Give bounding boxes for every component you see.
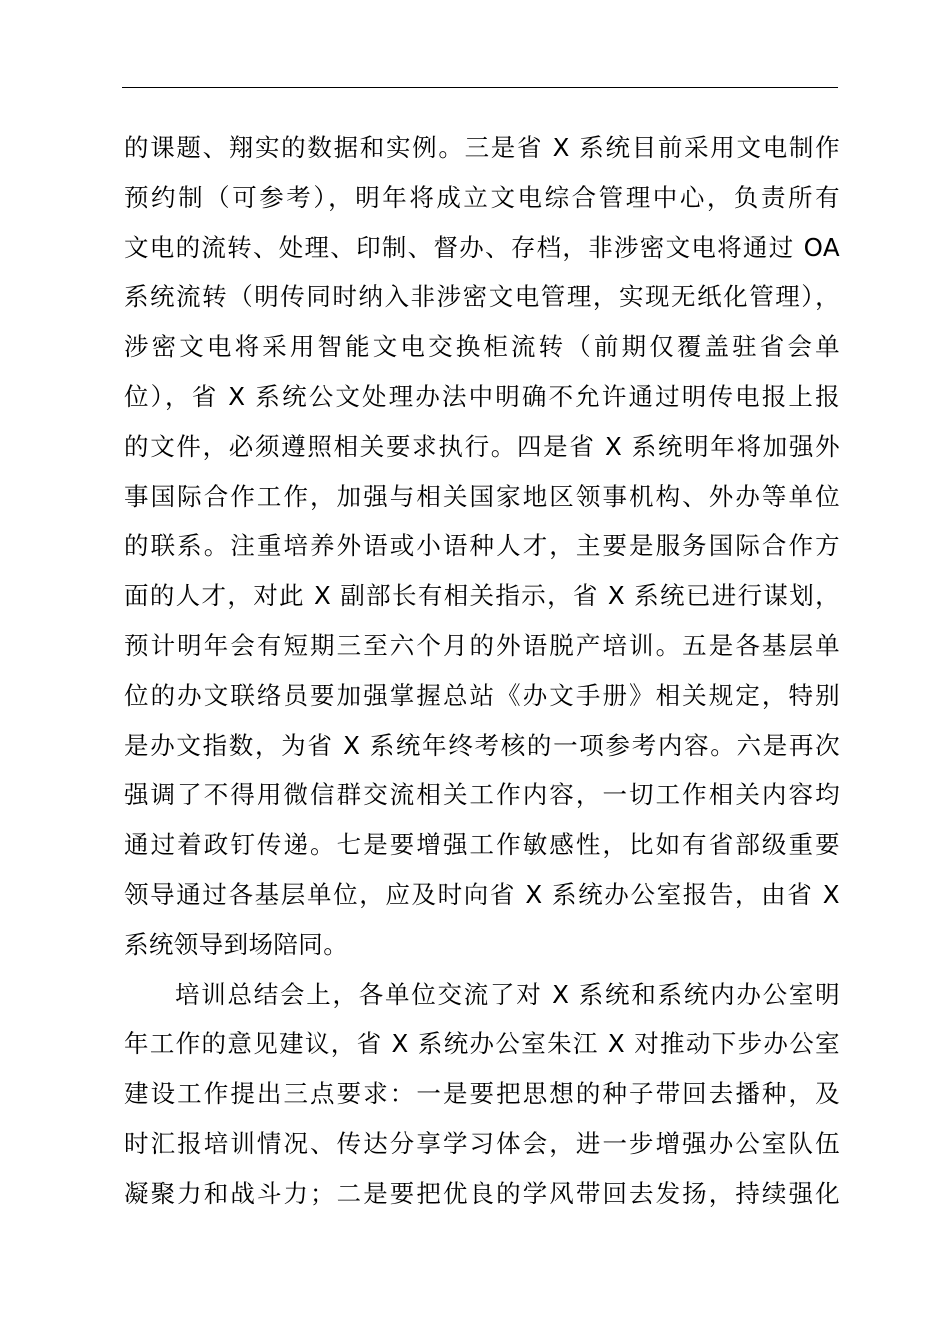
text-line: 系统流转（明传同时纳入非涉密文电管理，实现无纸化管理）， <box>124 282 840 312</box>
text-line: 面的人才，对此 X 副部长有相关指示，省 X 系统已进行谋划， <box>124 581 840 611</box>
text-line: 预计明年会有短期三至六个月的外语脱产培训。五是各基层单 <box>124 630 840 660</box>
text-line: 年工作的意见建议，省 X 系统办公室朱江 X 对推动下步办公室 <box>124 1029 840 1059</box>
text-line: 涉密文电将采用智能文电交换柜流转（前期仅覆盖驻省会单 <box>124 332 840 362</box>
text-line: 是办文指数，为省 X 系统年终考核的一项参考内容。六是再次 <box>124 730 840 760</box>
text-line: 凝聚力和战斗力；二是要把优良的学风带回去发扬，持续强化 <box>124 1178 840 1208</box>
text-line: 的联系。注重培养外语或小语种人才，主要是服务国际合作方 <box>124 531 840 561</box>
text-line: 领导通过各基层单位，应及时向省 X 系统办公室报告，由省 X <box>124 879 840 909</box>
text-line: 的课题、翔实的数据和实例。三是省 X 系统目前采用文电制作 <box>124 133 840 162</box>
text-line: 时汇报培训情况、传达分享学习体会，进一步增强办公室队伍 <box>124 1128 840 1158</box>
text-line: 的文件，必须遵照相关要求执行。四是省 X 系统明年将加强外 <box>124 431 840 461</box>
document-body <box>124 123 840 1219</box>
text-line: 预约制（可参考），明年将成立文电综合管理中心，负责所有 <box>124 182 840 212</box>
text-line-paragraph-start: 培训总结会上，各单位交流了对 X 系统和系统内办公室明 <box>175 979 840 1009</box>
text-line: 位），省 X 系统公文处理办法中明确不允许通过明传电报上报 <box>124 381 840 411</box>
text-line: 强调了不得用微信群交流相关工作内容，一切工作相关内容均 <box>124 780 840 810</box>
text-line: 位的办文联络员要加强掌握总站《办文手册》相关规定，特别 <box>124 680 840 710</box>
text-line: 建设工作提出三点要求：一是要把思想的种子带回去播种，及 <box>124 1079 840 1109</box>
text-line: 通过着政钉传递。七是要增强工作敏感性，比如有省部级重要 <box>124 830 840 860</box>
text-line: 事国际合作工作，加强与相关国家地区领事机构、外办等单位 <box>124 481 840 511</box>
header-rule <box>122 87 838 88</box>
text-line-paragraph-end: 系统领导到场陪同。 <box>124 929 349 959</box>
text-line: 文电的流转、处理、印制、督办、存档，非涉密文电将通过 OA <box>124 232 840 262</box>
